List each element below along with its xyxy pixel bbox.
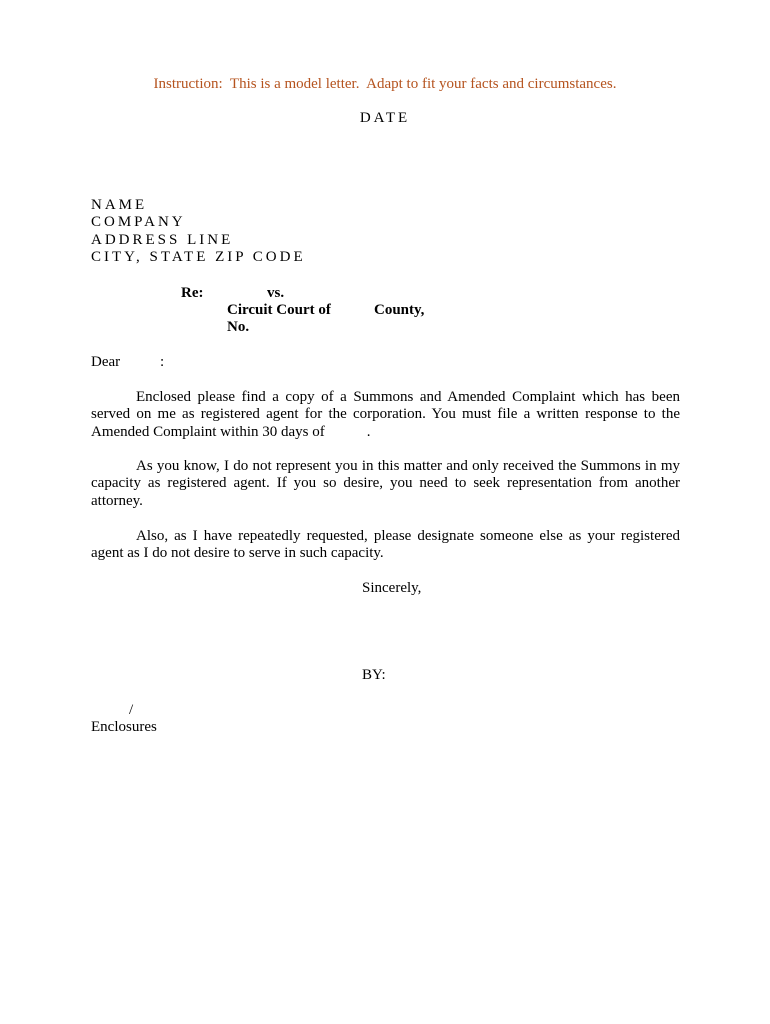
signature-by: BY:: [362, 667, 386, 683]
enclosures-label: Enclosures: [91, 719, 157, 735]
salutation-colon: :: [160, 354, 165, 370]
salutation-dear: Dear: [91, 354, 121, 370]
initials-slash: /: [129, 702, 134, 718]
re-circuit-court: Circuit Court of: [227, 302, 331, 318]
body-paragraph-3-text: Also, as I have repeatedly requested, please designate someone else as your registered agent as I do not desire to serve in such capacity.: [91, 528, 680, 562]
recipient-company: COMPANY: [91, 214, 186, 230]
instruction-note: Instruction: This is a model letter. Adapt to fit your facts and circumstances.: [153, 76, 617, 92]
recipient-name: NAME: [91, 197, 148, 213]
body-paragraph-2: [91, 458, 680, 510]
closing-sincerely: Sincerely,: [362, 580, 422, 596]
body-paragraph-1: [91, 389, 680, 441]
body-paragraph-1-end: .: [366, 423, 371, 440]
body-paragraph-2-text: As you know, I do not represent you in this matter and only received the Summons in my capacity as registered agent. If you so desire, you need to seek representation from another attorney.: [91, 458, 680, 509]
re-county: County,: [374, 302, 425, 318]
date-placeholder: DATE: [359, 110, 411, 126]
body-paragraph-3: [91, 528, 680, 563]
recipient-city-state-zip: CITY, STATE ZIP CODE: [91, 249, 306, 265]
body-paragraph-1-text: Enclosed please find a copy of a Summons and Amended Complaint which has been served on me as registered agent for the corporation. You must file a written response to the Amended Complaint within 30 days of: [91, 389, 680, 440]
re-case-number: No.: [227, 319, 250, 335]
recipient-address-line: ADDRESS LINE: [91, 232, 234, 248]
re-vs: vs.: [267, 285, 285, 301]
re-label: Re:: [181, 285, 204, 301]
